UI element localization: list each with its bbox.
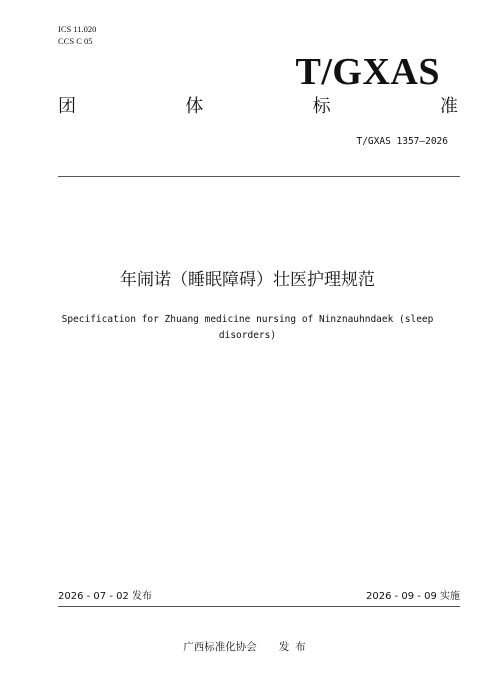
standard-type-heading: [58, 95, 458, 119]
header-divider: [58, 176, 460, 177]
issue-date: 2026 - 07 - 02 发布: [58, 591, 153, 602]
document-title-chinese: 年闹诺（睡眠障碍）壮医护理规范: [120, 270, 375, 290]
footer-divider: [58, 606, 460, 607]
standard-number: T/GXAS 1357—2026: [356, 136, 448, 147]
standard-logo: T/GXAS: [295, 51, 440, 93]
standard-type-char: 标: [312, 96, 331, 117]
ics-code: ICS 11.020: [58, 24, 97, 34]
ccs-code: CCS C 05: [58, 36, 93, 46]
standard-type-char: 团: [58, 96, 76, 117]
implementation-date: 2026 - 09 - 09 实施: [365, 591, 460, 602]
standard-type-char: 体: [185, 96, 204, 117]
standard-type-char: 准: [439, 96, 458, 117]
publisher-line: [0, 640, 495, 654]
document-title-english: Specification for Zhuang medicine nursing of Ninznauhndaek (sleep disorders): [61, 314, 434, 341]
publisher-name: 广西标准化协会: [183, 641, 257, 653]
publish-action: 发布: [278, 641, 312, 653]
